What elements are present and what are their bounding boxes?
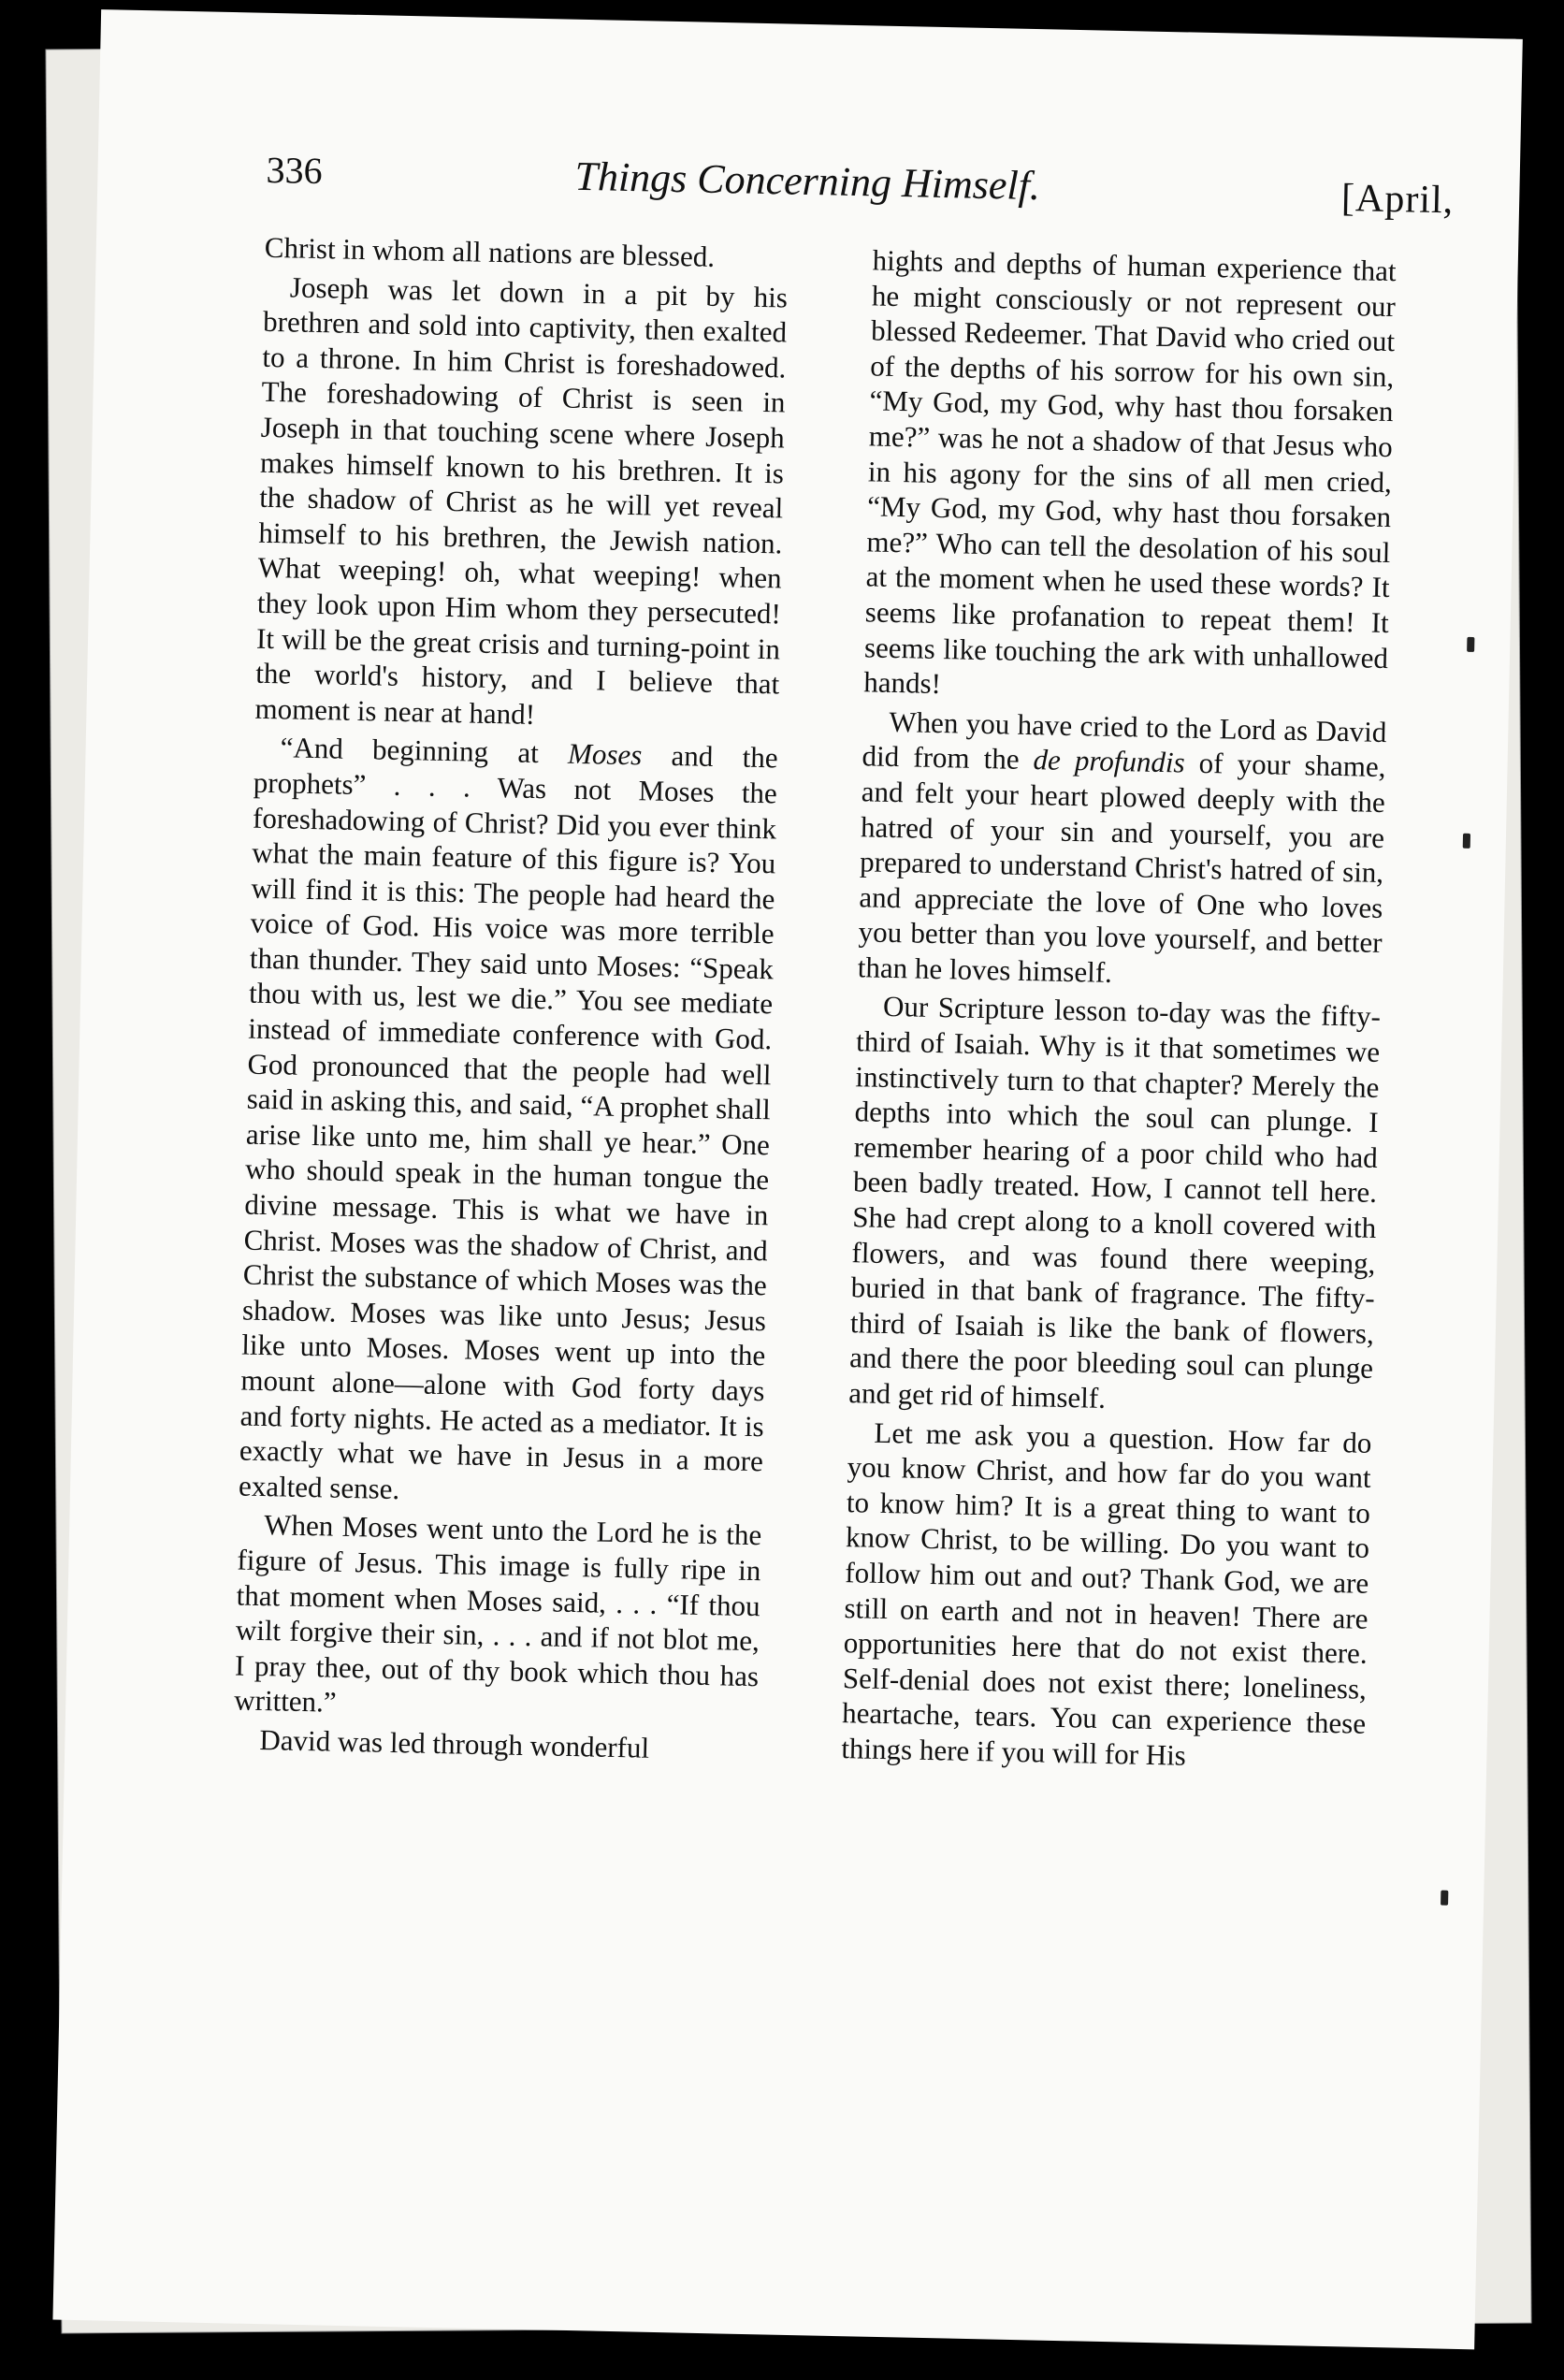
left-column (233, 230, 789, 1768)
text-run: of your shame, and felt your heart plowed deeply with the hatred of your sin and yourself, you are prepared to understand Christ's hatred of sin, and appreciate the love of One who loves you better than you love yourself, and better than he loves himself. (857, 746, 1386, 989)
page-edge-mark (1463, 834, 1470, 849)
page-header (266, 125, 1455, 225)
italic-run: Moses (567, 737, 643, 772)
italic-run: de profundis (1033, 743, 1186, 779)
right-column (841, 242, 1397, 1777)
page-edge-mark (1441, 1891, 1448, 1906)
text-columns (224, 230, 1453, 2245)
text-run: “And beginning at (280, 731, 569, 771)
running-title: Things Concerning Himself. (574, 152, 1041, 210)
paragraph: Joseph was let down in a pit by his brethren and sold into captivity, then exalted to a throne. In him Christ is foreshadowed. The foreshadowing of Christ is seen in Joseph in that touching scene where Joseph makes himself known to his brethren. It is the shadow of Christ as he will yet reveal himself to his brethren, the Jewish nation. What weeping! oh, what weeping! when they look upon Him whom they persecuted! It will be the great crisis and turning-point in the world's history, and I believe that moment is near at hand! (254, 269, 789, 731)
paragraph (239, 730, 778, 1515)
book-page (52, 9, 1522, 2349)
text-run: and the prophets” . . . Was not Moses the foreshadowing of Christ? Did you ever think what the main feature of this figure is? You will find it is this: The people had heard the voice of God. His voice was more terrible than thunder. They said unto Moses: “Speak thou with us, lest we die.” You see mediate instead of immediate conference with God. God pronounced that the people had well said in asking this, and said, “A prophet shall arise like unto me, him shall ye hear.” One who should speak in the human tongue the divine message. This is what we have in Christ. Moses was the shadow of Christ, and Christ the substance of which Moses was the shadow. Moses was like unto Jesus; Jesus like unto Moses. Moses went up into the mount alone—alone with God forty days and forty nights. He acted as a mediator. It is exactly what we have in Jesus in a more exalted sense. (238, 738, 778, 1505)
text-run: When you have cried to the Lord as David did from the (862, 704, 1387, 776)
page-edge-mark (1467, 637, 1474, 652)
paragraph (858, 704, 1387, 995)
paragraph: Christ in whom all nations are blessed. (264, 230, 716, 273)
page-number: 336 (266, 148, 324, 193)
paragraph: When Moses went unto the Lord he is the figure of Jesus. This image is fully ripe in that moment when Moses said, . . . “If thou wilt forgive their sin, . . . and if not blot me, I pray thee, out of thy book which thou has written.” (233, 1508, 762, 1720)
paragraph: hights and depths of human experience that he might consciously or not represent our blessed Redeemer. That David who cried out of the depths of his sorrow for his own sin, “My God, my God, why hast thou forsaken me?” was he not a shadow of that Jesus who in his agony for the sins of all men cried, “My God, my God, why hast thou forsaken me?” Who can tell the desolation of his soul at the moment when he used these words? It seems like profanation to repeat them! It seems like touching the ark with unhallowed hands! (862, 243, 1397, 701)
paragraph: David was led through wonderful (259, 1722, 650, 1764)
page-content (224, 125, 1455, 2245)
paragraph: Let me ask you a question. How far do you know Christ, and how far do you want to know him? It is a great thing to want to know Christ, to be willing. Do you want to follow him out and out? Thank God, we are still on earth and not in heaven! There are opportunities here that do not exist there. Self-denial does not exist there; loneliness, heartache, tears. You can experience these things here if you will for His (841, 1415, 1372, 1772)
paragraph: Our Scripture lesson to-day was the fifty-third of Isaiah. Why is it that sometimes we instinctively turn to that chapter? Merely the depths into which the soul can plunge. I remember hearing of a poor child who had been badly treated. How, I cannot tell here. She had crept along to a knoll covered with flowers, and was found there weeping, buried in that bank of fragrance. The fifty-third of Isaiah is like the bank of flowers, and there the poor bleeding soul can plunge and get rid of himself. (848, 990, 1382, 1415)
issue-month: [April, (1340, 176, 1455, 223)
